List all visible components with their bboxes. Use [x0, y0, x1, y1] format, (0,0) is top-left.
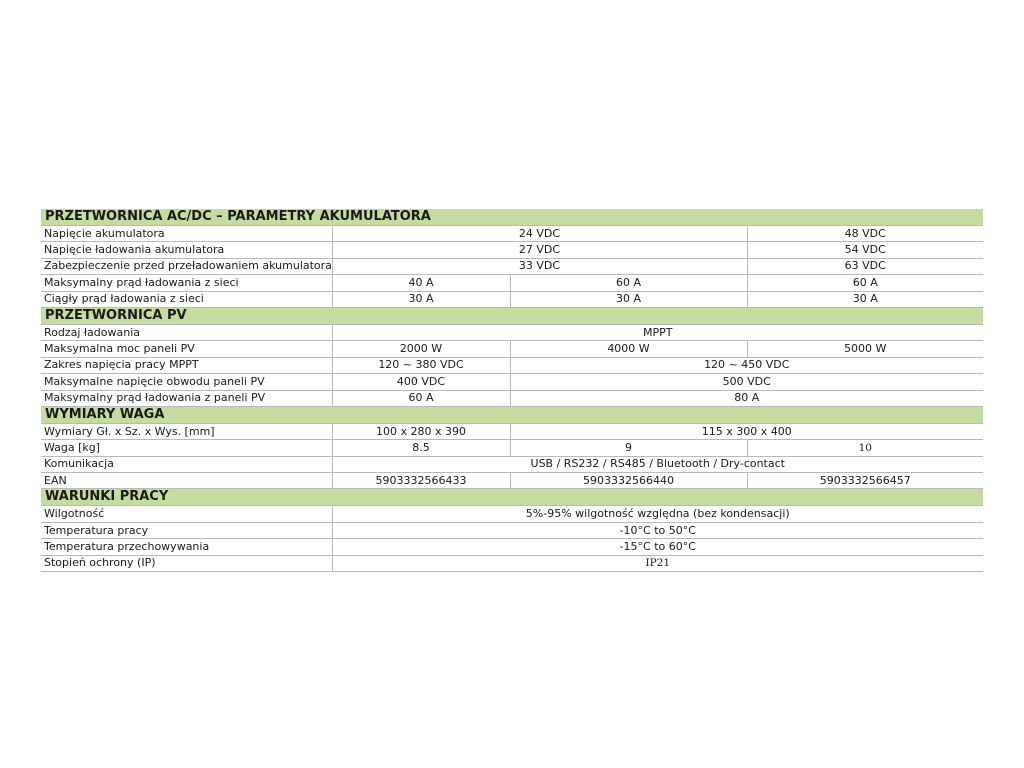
cell-value: 2000 W [332, 341, 510, 357]
cell-value: 30 A [332, 291, 510, 307]
cell-value: 60 A [747, 275, 983, 291]
table-row [41, 473, 983, 489]
cell-value: 54 VDC [747, 242, 983, 258]
table-row [41, 324, 983, 340]
cell-value: 30 A [747, 291, 983, 307]
row-label: Temperatura przechowywania [41, 539, 332, 555]
table-row [41, 456, 983, 472]
section-title: PRZETWORNICA PV [41, 307, 983, 324]
cell-value: IP21 [332, 555, 983, 571]
cell-value: 60 A [510, 275, 747, 291]
row-label: Ciągły prąd ładowania z sieci [41, 291, 332, 307]
section-header [41, 489, 983, 506]
cell-value: 4000 W [510, 341, 747, 357]
row-label: Maksymalna moc paneli PV [41, 341, 332, 357]
section-header [41, 307, 983, 324]
section-title: WARUNKI PRACY [41, 489, 983, 506]
table-row [41, 258, 983, 274]
table-row [41, 291, 983, 307]
row-label: Napięcie akumulatora [41, 226, 332, 242]
cell-value: 30 A [510, 291, 747, 307]
table-row [41, 390, 983, 406]
cell-value: 8.5 [332, 440, 510, 456]
row-label: Waga [kg] [41, 440, 332, 456]
table-row [41, 506, 983, 522]
table-row [41, 522, 983, 538]
section-header [41, 406, 983, 423]
row-label: Zakres napięcia pracy MPPT [41, 357, 332, 373]
cell-value: 5000 W [747, 341, 983, 357]
table-row [41, 226, 983, 242]
cell-value: 400 VDC [332, 374, 510, 390]
cell-value: 500 VDC [510, 374, 983, 390]
cell-value: 33 VDC [332, 258, 747, 274]
row-label: Maksymalny prąd ładowania z paneli PV [41, 390, 332, 406]
table-row [41, 357, 983, 373]
cell-value: 9 [510, 440, 747, 456]
row-label: Temperatura pracy [41, 522, 332, 538]
cell-value: 5903332566457 [747, 473, 983, 489]
cell-value: 60 A [332, 390, 510, 406]
table-row [41, 539, 983, 555]
row-label: Napięcie ładowania akumulatora [41, 242, 332, 258]
table-row [41, 275, 983, 291]
cell-value: 100 x 280 x 390 [332, 423, 510, 439]
section-title: PRZETWORNICA AC/DC – PARAMETRY AKUMULATORA [41, 209, 983, 226]
row-label: Zabezpieczenie przed przeładowaniem akumulatora [41, 258, 332, 274]
row-label: Wymiary Gł. x Sz. x Wys. [mm] [41, 423, 332, 439]
row-label: Maksymalny prąd ładowania z sieci [41, 275, 332, 291]
row-label: Maksymalne napięcie obwodu paneli PV [41, 374, 332, 390]
row-label: Rodzaj ładowania [41, 324, 332, 340]
cell-value: 5903332566433 [332, 473, 510, 489]
row-label: EAN [41, 473, 332, 489]
cell-value: -15°C to 60°C [332, 539, 983, 555]
table-row [41, 242, 983, 258]
cell-value: 24 VDC [332, 226, 747, 242]
cell-value: USB / RS232 / RS485 / Bluetooth / Dry-contact [332, 456, 983, 472]
cell-value: 27 VDC [332, 242, 747, 258]
cell-value: 40 A [332, 275, 510, 291]
cell-value: 5903332566440 [510, 473, 747, 489]
row-label: Stopień ochrony (IP) [41, 555, 332, 571]
cell-value: 80 A [510, 390, 983, 406]
cell-value: -10°C to 50°C [332, 522, 983, 538]
row-label: Wilgotność [41, 506, 332, 522]
cell-value: 48 VDC [747, 226, 983, 242]
cell-value: 120 ~ 450 VDC [510, 357, 983, 373]
section-title: WYMIARY WAGA [41, 406, 983, 423]
table-row [41, 440, 983, 456]
cell-value: MPPT [332, 324, 983, 340]
cell-value: 5%-95% wilgotność względna (bez kondensacji) [332, 506, 983, 522]
cell-value: 115 x 300 x 400 [510, 423, 983, 439]
cell-value: 120 ~ 380 VDC [332, 357, 510, 373]
table-row [41, 341, 983, 357]
spec-table [41, 209, 983, 572]
table-row [41, 555, 983, 571]
cell-value: 10 [747, 440, 983, 456]
cell-value: 63 VDC [747, 258, 983, 274]
table-row [41, 374, 983, 390]
row-label: Komunikacja [41, 456, 332, 472]
table-row [41, 423, 983, 439]
section-header [41, 209, 983, 226]
